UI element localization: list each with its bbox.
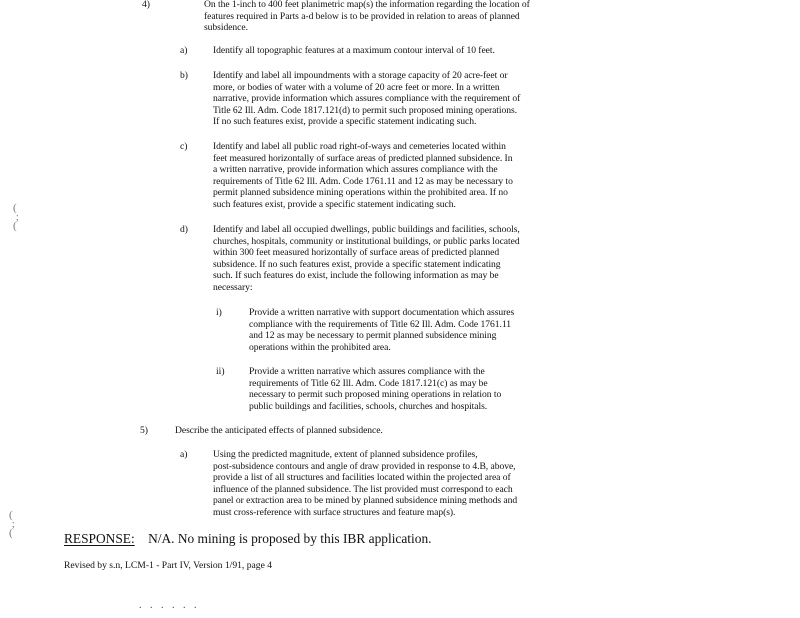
item-4c-line: a written narrative, provide information which assures compliance with the — [213, 164, 498, 175]
item-4b-line: Title 62 Ill. Adm. Code 1817.121(d) to permit such proposed mining operations. — [213, 104, 518, 116]
item-4d-ii-line: public buildings and facilities, schools, churches and hospitals. — [249, 400, 488, 412]
scan-artifact-mark: ( ; ( — [9, 509, 15, 539]
item-4-marker: 4) — [142, 0, 150, 10]
item-4d-ii-marker: ii) — [216, 366, 225, 377]
item-5a-line: panel or extraction area to be mined by planned subsidence mining methods and — [213, 495, 518, 506]
item-4-intro-line: On the 1-inch to 400 feet planimetric map(s) the information regarding the location of — [204, 0, 530, 10]
item-5a-marker: a) — [180, 449, 188, 460]
item-4d-i-line: compliance with the requirements of Title 62 Ill. Adm. Code 1761.11 — [249, 318, 511, 330]
scan-artifact-mark: ( ; ( — [13, 202, 19, 232]
trailing-dots: . . . . . . — [139, 600, 200, 611]
item-4d-marker: d) — [180, 224, 188, 235]
item-5a-line: Using the predicted magnitude, extent of planned subsidence profiles, — [213, 449, 478, 460]
page-footer: Revised by s.n, LCM-1 - Part IV, Version 1/91, page 4 — [64, 560, 273, 571]
item-5a-line: post-subsidence contours and angle of draw provided in response to 4.B, above, — [213, 460, 516, 472]
item-5a-line: provide a list of all structures and facilities located within the projected area of — [213, 472, 511, 483]
item-5-text: Describe the anticipated effects of planned subsidence. — [175, 425, 383, 436]
item-4d-line: churches, hospitals, community or institutional buildings, or public parks located — [213, 235, 520, 247]
item-4d-ii-line: necessary to permit such proposed mining operations in relation to — [249, 389, 502, 400]
item-5a-line: influence of the planned subsidence. The list provided must correspond to each — [213, 483, 513, 495]
item-4-intro-line: subsidence. — [204, 22, 248, 33]
item-4d-i-line: operations within the prohibited area. — [249, 341, 391, 353]
item-4b-line: narrative, provide information which assures compliance with the requirement of — [213, 93, 521, 104]
item-4d-line: within 300 feet measured horizontally of surface areas of predicted planned — [213, 247, 500, 258]
item-4d-ii-line: requirements of Title 62 Ill. Adm. Code 1817.121(c) as may be — [249, 377, 488, 389]
item-4b-line: Identify and label all impoundments with a storage capacity of 20 acre-feet or — [213, 70, 508, 81]
item-4-intro-line: features required in Parts a-d below is to be provided in relation to areas of planned — [204, 10, 520, 22]
item-5-marker: 5) — [140, 425, 148, 436]
item-4b-line: If no such features exist, provide a specific statement indicating such. — [213, 116, 477, 127]
item-4a-marker: a) — [180, 45, 188, 56]
response-text: N/A. No mining is proposed by this IBR application. — [148, 531, 432, 546]
item-4c-line: requirements of Title 62 Ill. Adm. Code 1761.11 and 12 as may be necessary to — [213, 175, 513, 187]
item-4c-line: Identify and label all public road right-of-ways and cemeteries located within — [213, 141, 506, 152]
item-4d-line: necessary: — [213, 281, 253, 293]
item-4c-line: permit planned subsidence mining operations within the prohibited area. If no — [213, 187, 508, 198]
item-4d-i-line: Provide a written narrative with support documentation which assures — [249, 307, 515, 318]
item-4c-line: such features exist, provide a specific statement indicating such. — [213, 198, 456, 210]
item-4d-i-marker: i) — [216, 307, 222, 318]
item-5a-line: must cross-reference with surface structures and feature map(s). — [213, 506, 456, 518]
item-4c-marker: c) — [180, 141, 188, 152]
item-4d-line: subsidence. If no such features exist, provide a specific statement indicating — [213, 258, 501, 270]
item-4d-line: Identify and label all occupied dwellings, public buildings and facilities, schools, — [213, 224, 520, 235]
item-4a-line: Identify all topographic features at a maximum contour interval of 10 feet. — [213, 45, 495, 56]
item-4b-line: more, or bodies of water with a volume of 20 acre feet or more. In a written — [213, 81, 500, 93]
response-label: RESPONSE: — [64, 531, 135, 546]
item-4d-i-line: and 12 as may be necessary to permit planned subsidence mining — [249, 330, 497, 341]
item-4b-marker: b) — [180, 70, 188, 81]
response-block — [64, 531, 431, 547]
item-4d-line: such. If such features do exist, include the following information as may be — [213, 270, 499, 281]
item-4c-line: feet measured horizontally of surface areas of predicted planned subsidence. In — [213, 152, 513, 164]
item-4d-ii-line: Provide a written narrative which assures compliance with the — [249, 366, 485, 377]
